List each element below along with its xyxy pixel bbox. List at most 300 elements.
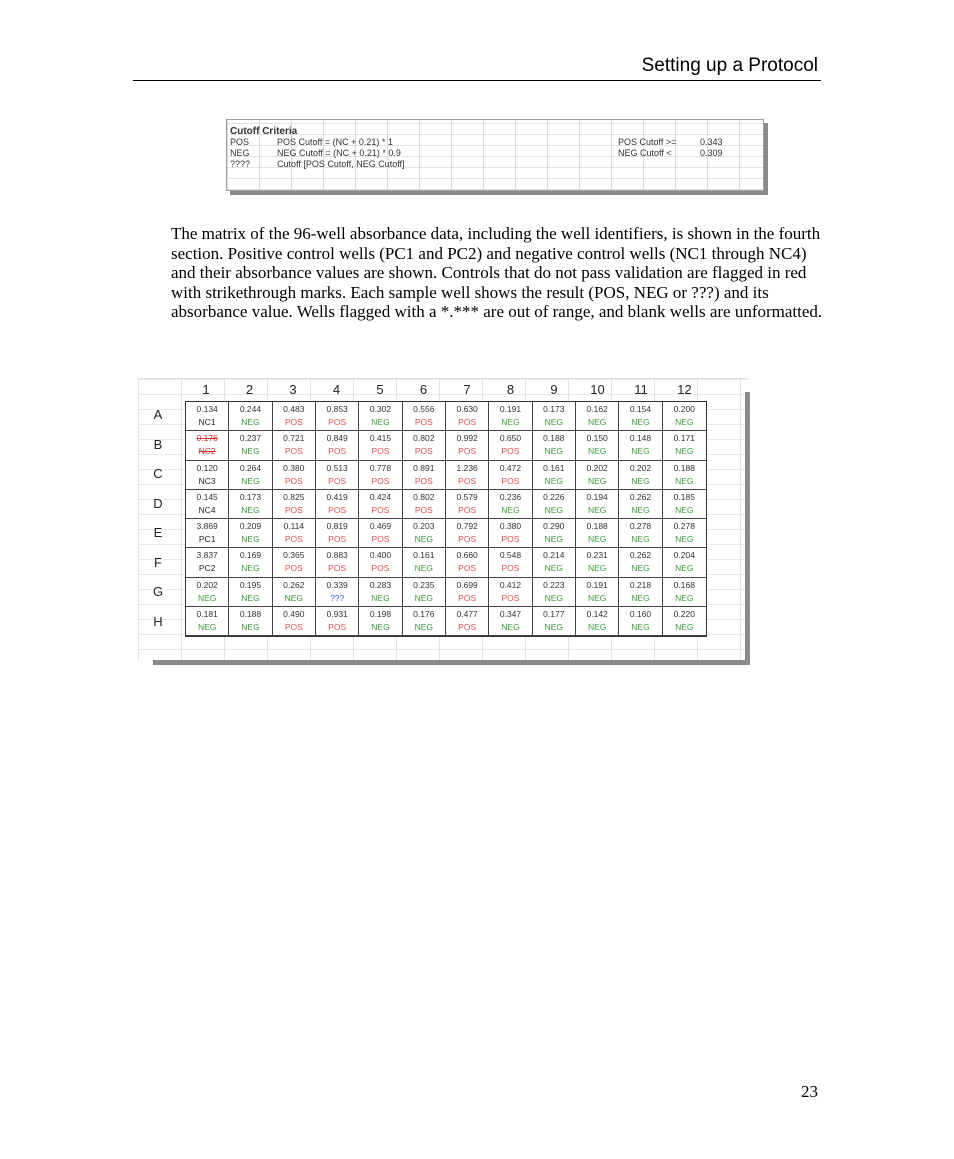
- well-cell: [403, 402, 446, 431]
- well-result: POS: [458, 534, 477, 545]
- well-value: 0.365: [283, 550, 305, 561]
- cutoff-criteria-panel: [226, 119, 764, 191]
- well-value: 0.142: [586, 608, 608, 619]
- cutoff-limit-label: NEG Cutoff <: [618, 148, 672, 158]
- well-result: NEG: [371, 621, 390, 632]
- column-header: 3: [289, 382, 297, 397]
- well-result: POS: [371, 563, 390, 574]
- well-value: 0.262: [629, 550, 652, 561]
- cutoff-heading: Cutoff Criteria: [230, 126, 298, 137]
- well-value: 0.176: [413, 608, 435, 619]
- well-result: ???: [330, 592, 345, 603]
- well-cell: [229, 461, 272, 490]
- well-value: 1.236: [456, 462, 478, 473]
- cutoff-formula: NEG Cutoff = (NC + 0.21) * 0.9: [277, 148, 401, 158]
- plate-shadow: [153, 660, 750, 665]
- well-result: NEG: [544, 621, 564, 632]
- well-cell: [186, 578, 229, 607]
- well-value: 0.202: [196, 579, 218, 590]
- well-result: NC2: [198, 446, 216, 457]
- column-header: 7: [463, 382, 471, 397]
- well-value: 0.214: [543, 550, 565, 561]
- well-value: 0.188: [239, 608, 262, 619]
- well-result: NEG: [675, 475, 694, 486]
- well-value: 0.191: [586, 579, 608, 590]
- well-value: 0.191: [499, 404, 522, 415]
- well-value: 0.226: [543, 491, 565, 502]
- well-result: POS: [328, 563, 347, 574]
- well-value: 0.721: [283, 433, 305, 444]
- well-cell: [229, 578, 272, 607]
- well-value: 0.513: [326, 462, 348, 473]
- well-cell: [316, 578, 359, 607]
- well-value: 0.419: [326, 491, 348, 502]
- well-value: 0.176: [196, 433, 218, 444]
- well-value: 0.819: [326, 521, 348, 532]
- well-value: 0.145: [196, 491, 218, 502]
- well-value: 0.477: [456, 608, 478, 619]
- well-result: POS: [284, 446, 303, 457]
- well-result: POS: [458, 621, 477, 632]
- well-result: POS: [371, 504, 390, 515]
- well-value: 0.380: [283, 462, 305, 473]
- well-result: NEG: [544, 446, 564, 457]
- well-value: 0.195: [239, 579, 262, 590]
- column-header: 6: [419, 382, 428, 397]
- well-value: 0.579: [456, 491, 478, 502]
- well-result: NEG: [675, 504, 694, 515]
- well-cell: [533, 490, 576, 519]
- well-value: 0.209: [239, 521, 262, 532]
- well-cell: [186, 402, 229, 431]
- well-result: NEG: [631, 621, 650, 632]
- well-result: NEG: [371, 592, 390, 603]
- well-cell: [619, 431, 662, 460]
- well-result: POS: [284, 563, 303, 574]
- well-result: NEG: [414, 563, 434, 574]
- well-cell: [489, 402, 532, 431]
- well-cell: [403, 548, 446, 577]
- well-value: 0.630: [456, 404, 478, 415]
- well-value: 0.148: [629, 433, 652, 444]
- well-result: POS: [501, 563, 520, 574]
- well-result: NEG: [241, 592, 260, 603]
- well-cell: [533, 402, 576, 431]
- well-cell: [359, 519, 402, 548]
- well-value: 0.220: [673, 608, 695, 619]
- well-value: 0.650: [499, 433, 522, 444]
- well-result: POS: [414, 475, 433, 486]
- well-value: 0.415: [369, 433, 392, 444]
- well-cell: [316, 461, 359, 490]
- well-result: PC2: [198, 563, 216, 574]
- cutoff-label: ????: [230, 159, 251, 169]
- well-value: 0.778: [369, 462, 392, 473]
- well-cell: [489, 461, 532, 490]
- well-value: 0.424: [369, 491, 392, 502]
- well-result: NEG: [197, 592, 217, 603]
- well-result: NEG: [544, 534, 564, 545]
- well-value: 0.236: [499, 491, 522, 502]
- column-header: 5: [376, 382, 384, 397]
- well-cell: [619, 578, 662, 607]
- well-cell: [186, 519, 229, 548]
- well-result: POS: [284, 534, 303, 545]
- well-result: POS: [371, 446, 390, 457]
- well-value: 0.162: [586, 404, 608, 415]
- well-value: 0.802: [413, 433, 435, 444]
- well-result: POS: [328, 446, 347, 457]
- well-value: 0.400: [369, 550, 392, 561]
- well-result: POS: [414, 417, 433, 428]
- well-result: NEG: [501, 621, 520, 632]
- well-cell: [403, 607, 446, 636]
- well-result: NEG: [241, 475, 260, 486]
- cutoff-row-unknown: [230, 159, 760, 170]
- well-cell: [663, 461, 706, 490]
- well-result: NEG: [241, 446, 260, 457]
- well-cell: [229, 607, 272, 636]
- well-cell: [446, 548, 489, 577]
- well-cell: [446, 461, 489, 490]
- well-result: NEG: [631, 446, 650, 457]
- well-cell: [619, 490, 662, 519]
- well-value: 0.223: [543, 579, 565, 590]
- well-cell: [533, 578, 576, 607]
- well-cell: [663, 548, 706, 577]
- well-result: NEG: [675, 592, 694, 603]
- well-value: 0.472: [499, 462, 522, 473]
- well-cell: [489, 490, 532, 519]
- well-result: NEG: [631, 504, 650, 515]
- well-cell: [576, 461, 619, 490]
- well-cell: [229, 431, 272, 460]
- well-cell: [316, 490, 359, 519]
- well-result: NEG: [587, 417, 607, 428]
- well-cell: [316, 607, 359, 636]
- well-cell: [359, 607, 402, 636]
- well-value: 0.490: [283, 608, 305, 619]
- well-value: 0.120: [196, 462, 218, 473]
- well-value: 0.992: [456, 433, 478, 444]
- well-cell: [229, 519, 272, 548]
- well-cell: [576, 490, 619, 519]
- well-value: 0.154: [629, 404, 652, 415]
- well-result: POS: [284, 417, 303, 428]
- well-result: NEG: [587, 621, 607, 632]
- well-value: 0.849: [326, 433, 348, 444]
- well-cell: [489, 548, 532, 577]
- well-cell: [576, 607, 619, 636]
- well-value: 0.278: [673, 521, 695, 532]
- description-paragraph: The matrix of the 96-well absorbance data, including the well identifiers, is shown in the fourth section. Positive control wells (PC1 and PC2) and negative control wells (NC1 through NC4) and their absorbance values are shown. Controls that do not pass validation are flagged in red with strikethrough marks. Each sample well shows the result (POS, NEG or ???) and its absorbance value. Wells flagged with a *.*** are out of range, and blank wells are unformatted.: [171, 224, 823, 321]
- well-result: NEG: [544, 504, 564, 515]
- well-result: NEG: [675, 563, 694, 574]
- well-result: NEG: [414, 621, 434, 632]
- well-value: 0.231: [586, 550, 608, 561]
- well-value: 0.202: [586, 462, 608, 473]
- well-cell: [663, 607, 706, 636]
- well-value: 0.283: [369, 579, 392, 590]
- well-value: 0.161: [413, 550, 435, 561]
- well-value: 0.114: [283, 521, 305, 532]
- well-cell: [359, 431, 402, 460]
- well-cell: [403, 431, 446, 460]
- well-result: NEG: [587, 592, 607, 603]
- well-cell: [359, 461, 402, 490]
- well-result: NEG: [587, 563, 607, 574]
- well-result: POS: [284, 475, 303, 486]
- page-number: 23: [801, 1082, 818, 1101]
- well-cell: [316, 548, 359, 577]
- well-value: 0.168: [673, 579, 695, 590]
- well-cell: [663, 578, 706, 607]
- well-cell: [359, 548, 402, 577]
- column-header: 11: [634, 382, 648, 397]
- well-cell: [186, 461, 229, 490]
- well-result: POS: [458, 475, 477, 486]
- well-result: NC3: [198, 475, 216, 486]
- well-result: POS: [284, 504, 303, 515]
- well-value: 0.218: [629, 579, 652, 590]
- well-value: 0.150: [586, 433, 608, 444]
- well-cell: [533, 548, 576, 577]
- well-value: 0.412: [499, 579, 522, 590]
- well-result: POS: [501, 592, 520, 603]
- well-value: 0.244: [239, 404, 262, 415]
- well-cell: [316, 431, 359, 460]
- cutoff-row-neg: [230, 148, 760, 159]
- well-value: 0.278: [629, 521, 652, 532]
- well-result: POS: [328, 475, 347, 486]
- cutoff-limit-label: POS Cutoff >=: [618, 137, 677, 147]
- well-value: 0.262: [629, 491, 652, 502]
- well-cell: [619, 461, 662, 490]
- well-cell: [489, 519, 532, 548]
- well-value: 3.837: [196, 550, 218, 561]
- well-cell: [619, 548, 662, 577]
- well-value: 0.235: [413, 579, 435, 590]
- well-value: 0.264: [239, 462, 262, 473]
- page-header-title: Setting up a Protocol: [641, 55, 818, 76]
- row-header: C: [153, 466, 163, 481]
- well-cell: [533, 519, 576, 548]
- well-cell: [663, 402, 706, 431]
- cutoff-label: NEG: [230, 148, 250, 158]
- well-value: 0.185: [673, 491, 695, 502]
- well-result: NEG: [241, 563, 260, 574]
- row-header: D: [153, 495, 163, 511]
- well-result: POS: [458, 446, 477, 457]
- well-result: NEG: [284, 592, 304, 603]
- well-result: POS: [284, 621, 303, 632]
- well-cell: [403, 461, 446, 490]
- well-cell: [403, 578, 446, 607]
- well-result: POS: [371, 475, 390, 486]
- well-result: POS: [328, 417, 347, 428]
- well-cell: [576, 578, 619, 607]
- well-result: NEG: [587, 446, 607, 457]
- well-value: 0.302: [369, 404, 392, 415]
- well-cell: [663, 490, 706, 519]
- well-result: POS: [458, 592, 477, 603]
- cutoff-row-pos: [230, 137, 760, 148]
- well-result: NEG: [587, 504, 607, 515]
- well-result: NC4: [198, 504, 216, 515]
- well-value: 0.699: [456, 579, 478, 590]
- well-result: POS: [501, 446, 520, 457]
- well-cell: [273, 548, 316, 577]
- well-result: NEG: [675, 417, 694, 428]
- well-cell: [186, 431, 229, 460]
- well-cell: [533, 607, 576, 636]
- well-cell: [273, 490, 316, 519]
- row-header: F: [154, 554, 162, 570]
- well-cell: [273, 402, 316, 431]
- well-cell: [663, 519, 706, 548]
- plate-shadow: [745, 392, 750, 664]
- well-result: NEG: [544, 592, 564, 603]
- well-result: POS: [328, 504, 347, 515]
- row-header: A: [153, 407, 163, 422]
- well-value: 0.169: [239, 550, 262, 561]
- well-result: NEG: [544, 475, 564, 486]
- well-cell: [619, 607, 662, 636]
- well-result: NEG: [371, 417, 390, 428]
- well-cell: [489, 578, 532, 607]
- well-value: 0.200: [673, 404, 695, 415]
- well-cell: [229, 490, 272, 519]
- well-result: NEG: [241, 534, 260, 545]
- column-header: 10: [590, 382, 605, 397]
- well-value: 0.173: [543, 404, 565, 415]
- header-rule: [133, 80, 821, 81]
- well-cell: [316, 519, 359, 548]
- well-result: NEG: [241, 504, 260, 515]
- well-value: 0.792: [456, 521, 478, 532]
- well-value: 0.160: [629, 608, 652, 619]
- well-cell: [489, 607, 532, 636]
- well-cell: [186, 490, 229, 519]
- well-cell: [446, 578, 489, 607]
- column-header: 1: [202, 382, 210, 397]
- well-result: NEG: [631, 534, 650, 545]
- well-value: 0.469: [369, 521, 392, 532]
- well-cell: [403, 490, 446, 519]
- well-result: NEG: [241, 621, 260, 632]
- well-value: 0.202: [629, 462, 652, 473]
- well-value: 0.194: [586, 491, 608, 502]
- well-value: 0.204: [673, 550, 695, 561]
- well-value: 3.869: [196, 521, 218, 532]
- row-header: B: [153, 436, 163, 452]
- well-value: 0.853: [326, 404, 348, 415]
- well-cell: [446, 402, 489, 431]
- well-cell: [273, 431, 316, 460]
- well-result: NEG: [631, 417, 650, 428]
- well-value: 0.173: [239, 491, 262, 502]
- well-value: 0.548: [499, 550, 522, 561]
- well-result: POS: [501, 475, 520, 486]
- well-cell: [576, 548, 619, 577]
- well-result: NEG: [675, 534, 694, 545]
- well-result: NEG: [501, 504, 520, 515]
- column-header: 12: [677, 382, 692, 397]
- well-cell: [576, 431, 619, 460]
- column-header: 2: [245, 382, 254, 397]
- well-value: 0.660: [456, 550, 478, 561]
- row-header: G: [152, 584, 164, 599]
- well-cell: [359, 578, 402, 607]
- well-value: 0.177: [543, 608, 565, 619]
- well-result: NEG: [414, 534, 434, 545]
- well-result: NEG: [675, 446, 694, 457]
- column-header: 9: [550, 382, 558, 397]
- well-result: NEG: [544, 417, 564, 428]
- well-result: NEG: [675, 621, 694, 632]
- well-cell: [316, 402, 359, 431]
- well-cell: [359, 490, 402, 519]
- well-result: NEG: [241, 417, 260, 428]
- well-cell: [619, 402, 662, 431]
- well-result: POS: [328, 534, 347, 545]
- well-result: NEG: [544, 563, 564, 574]
- well-result: POS: [458, 417, 477, 428]
- well-value: 0.883: [326, 550, 348, 561]
- cutoff-limit-value: 0.343: [700, 137, 723, 147]
- well-value: 0.483: [283, 404, 305, 415]
- row-header: H: [153, 613, 163, 629]
- column-header: 4: [332, 382, 341, 397]
- row-header: E: [153, 525, 163, 540]
- well-cell: [533, 461, 576, 490]
- well-result: NEG: [587, 475, 607, 486]
- well-value: 0.825: [283, 491, 305, 502]
- well-cell: [273, 607, 316, 636]
- well-value: 0.380: [499, 521, 522, 532]
- well-value: 0.290: [543, 521, 565, 532]
- cutoff-limit-value: 0.309: [700, 148, 723, 158]
- well-value: 0.339: [326, 579, 348, 590]
- well-cell: [229, 402, 272, 431]
- well-result: POS: [414, 504, 433, 515]
- well-result: NEG: [501, 417, 520, 428]
- cutoff-label: POS: [230, 137, 250, 147]
- well-value: 0.188: [586, 521, 608, 532]
- well-result: POS: [458, 504, 477, 515]
- well-cell: [186, 607, 229, 636]
- well-result: POS: [458, 563, 477, 574]
- well-result: POS: [414, 446, 433, 457]
- well-result: NEG: [197, 621, 217, 632]
- well-matrix: [185, 401, 707, 637]
- well-value: 0.198: [369, 608, 392, 619]
- well-result: PC1: [198, 534, 216, 545]
- well-value: 0.171: [673, 433, 695, 444]
- well-cell: [403, 519, 446, 548]
- well-cell: [446, 490, 489, 519]
- well-cell: [663, 431, 706, 460]
- well-result: NC1: [198, 417, 216, 428]
- well-cell: [576, 402, 619, 431]
- well-cell: [446, 607, 489, 636]
- well-cell: [273, 461, 316, 490]
- well-result: NEG: [631, 563, 650, 574]
- well-value: 0.134: [196, 404, 218, 415]
- well-cell: [446, 519, 489, 548]
- well-value: 0.161: [543, 462, 565, 473]
- well-result: NEG: [414, 592, 434, 603]
